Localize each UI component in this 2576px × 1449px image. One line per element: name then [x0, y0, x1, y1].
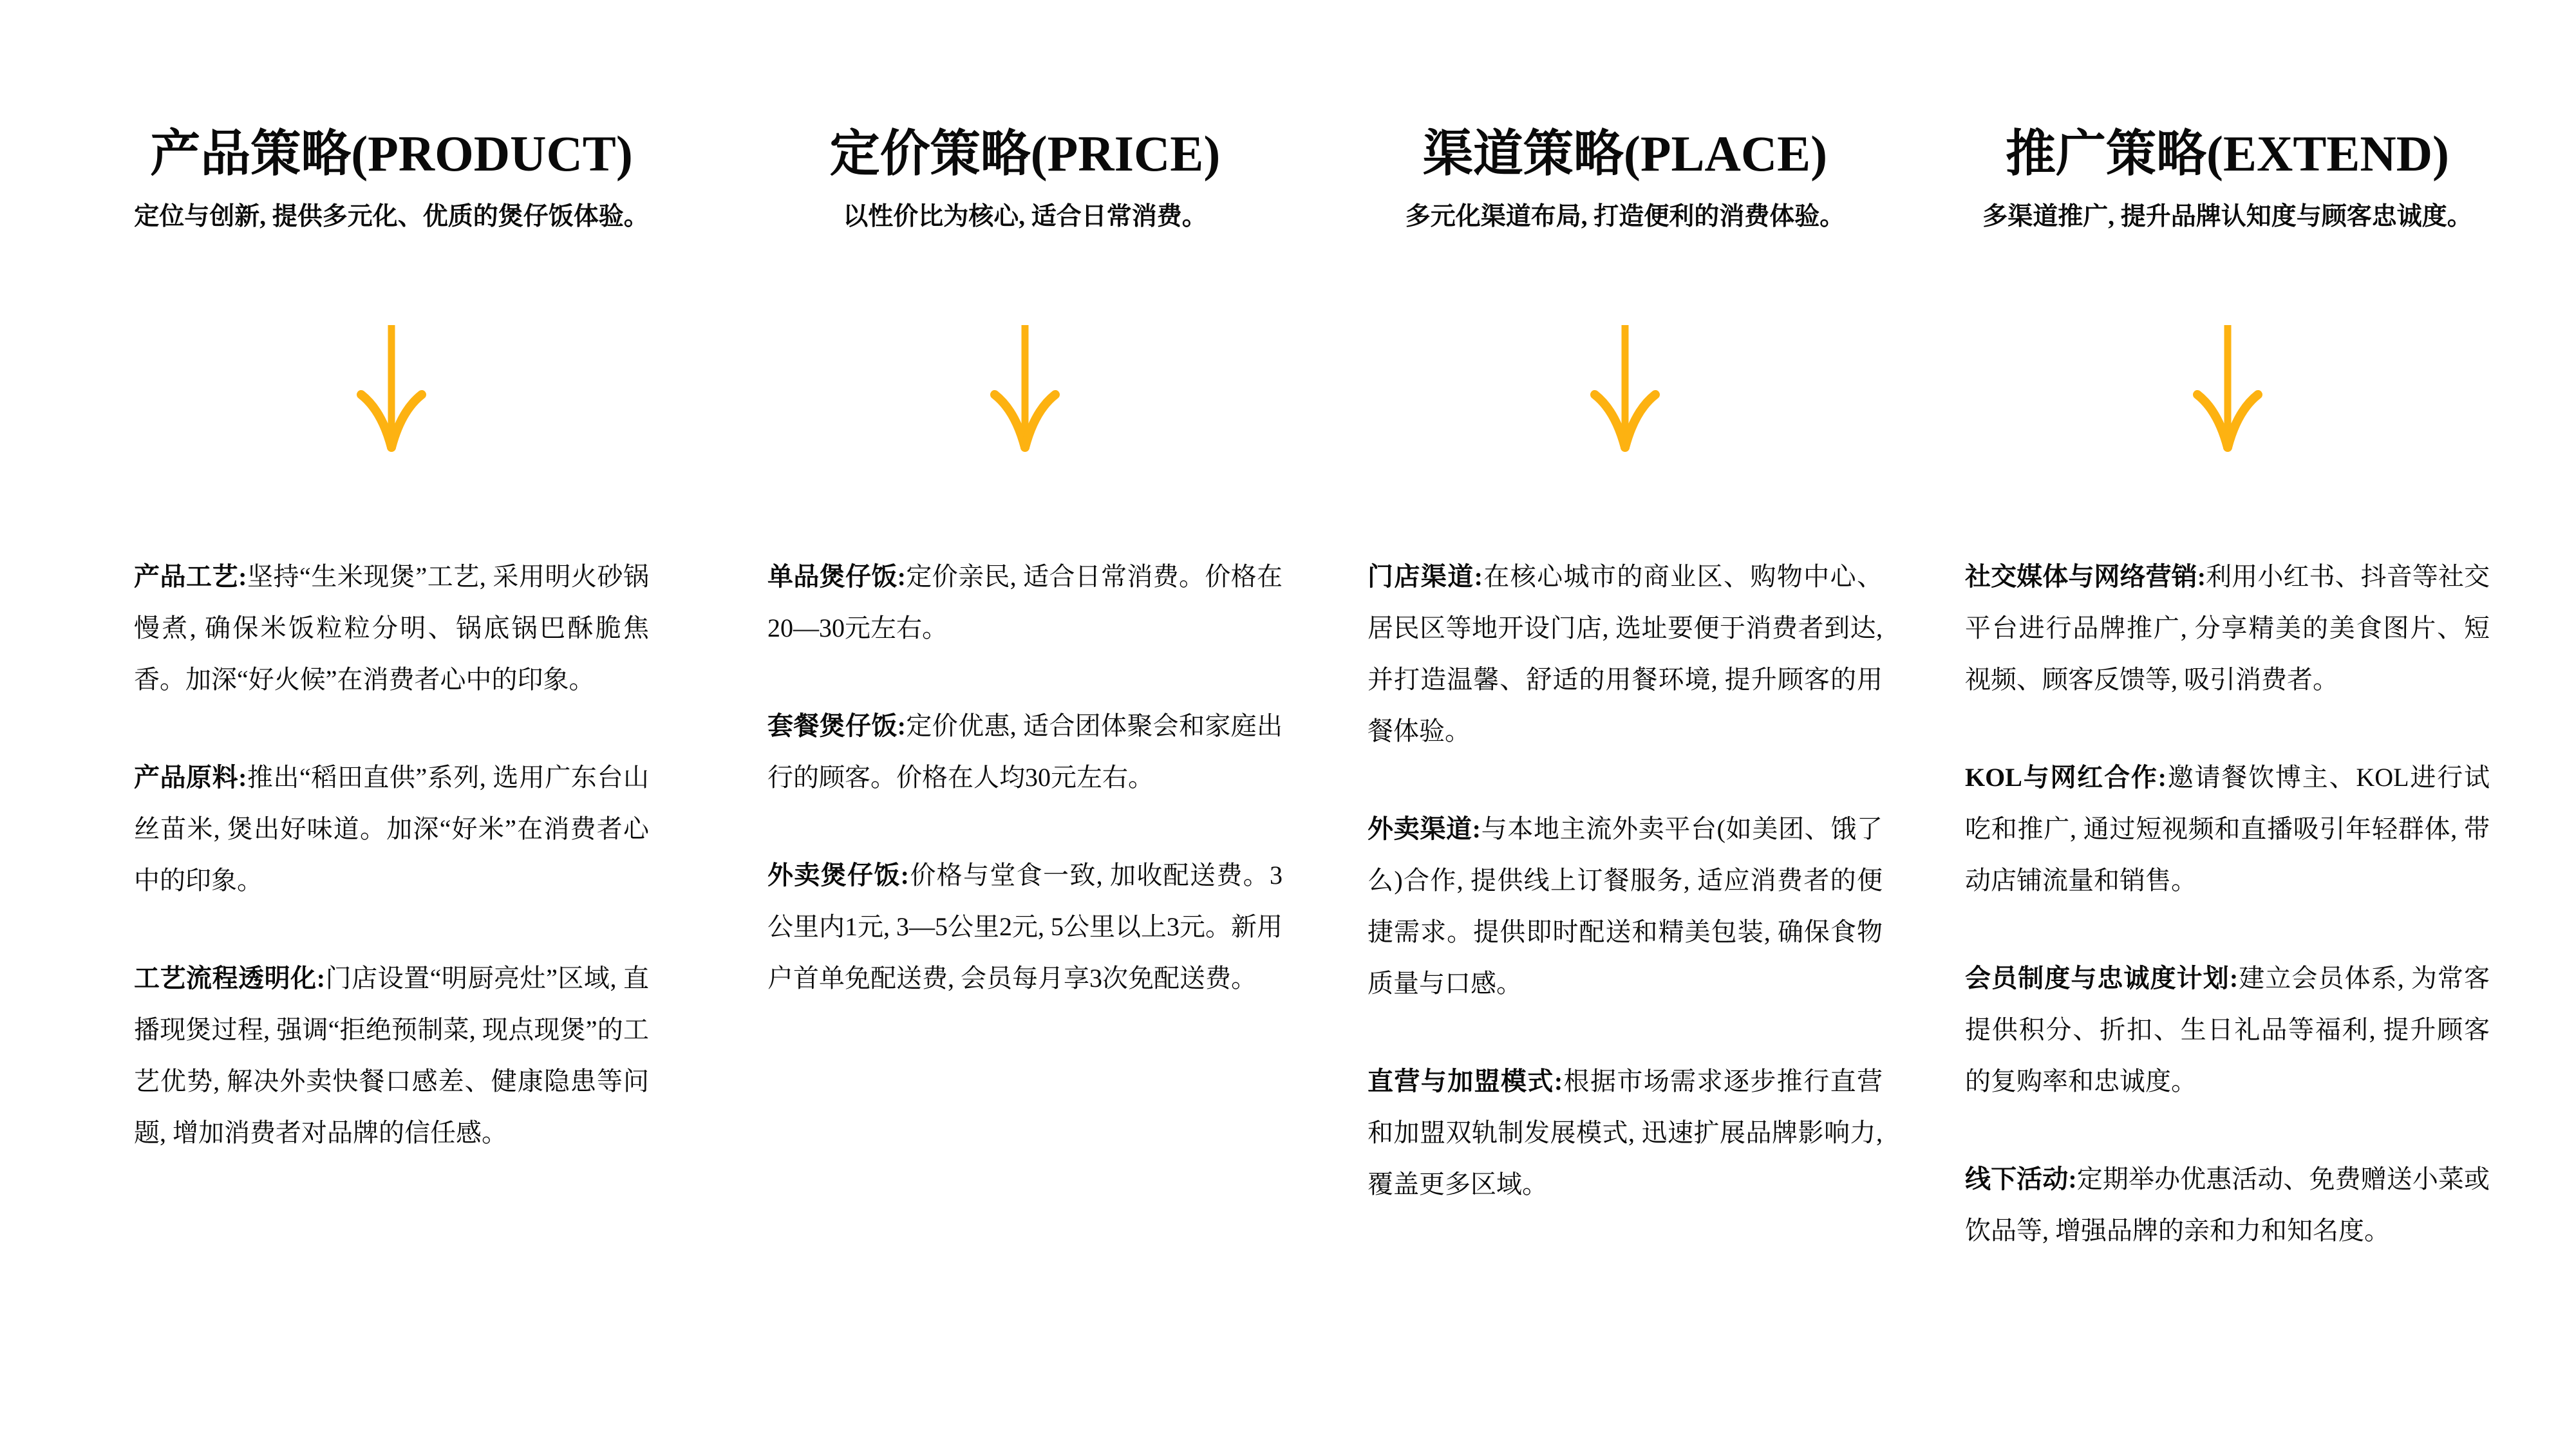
paragraph-text: 与本地主流外卖平台(如美团、饿了么)合作, 提供线上订餐服务, 适应消费者的便捷需求。提供即时配送和精美包装, 确保食物质量与口感。 [1368, 814, 1883, 998]
paragraph-lead: 外卖煲仔饭: [767, 860, 909, 890]
column-subtitle: 多渠道推广, 提升品牌认知度与顾客忠诚度。 [1982, 202, 2472, 230]
column-body [767, 551, 1283, 1004]
down-arrow-icon [1965, 324, 2490, 462]
paragraph-text: 定期举办优惠活动、免费赠送小菜或饮品等, 增强品牌的亲和力和知名度。 [1965, 1164, 2490, 1245]
paragraph-lead: 外卖渠道: [1368, 814, 1481, 843]
column-title: 产品策略(PRODUCT) [150, 126, 633, 182]
paragraph-lead: 套餐煲仔饭: [767, 711, 906, 740]
paragraph [767, 551, 1283, 654]
paragraph [1368, 1056, 1883, 1210]
column-title: 渠道策略(PLACE) [1422, 126, 1828, 182]
paragraph [767, 850, 1283, 1004]
column-subtitle: 定位与创新, 提供多元化、优质的煲仔饭体验。 [134, 202, 649, 230]
down-arrow-icon [1368, 324, 1883, 462]
paragraph-lead: 产品原料: [134, 762, 247, 792]
paragraph [1368, 803, 1883, 1009]
paragraph [1965, 752, 2490, 906]
paragraph [1965, 953, 2490, 1107]
paragraph-text: 邀请餐饮博主、KOL进行试吃和推广, 通过短视频和直播吸引年轻群体, 带动店铺流量和销售。 [1965, 762, 2490, 895]
paragraph-text: 定价优惠, 适合团体聚会和家庭出行的顾客。价格在人均30元左右。 [767, 711, 1283, 792]
column-body [1965, 551, 2490, 1257]
column-body [1368, 551, 1883, 1210]
down-arrow-icon [134, 324, 649, 462]
column-product [134, 127, 649, 1205]
paragraph-text: 价格与堂食一致, 加收配送费。3公里内1元, 3—5公里2元, 5公里以上3元。新用户首单免配送费, 会员每月享3次免配送费。 [767, 860, 1283, 993]
column-body [134, 551, 649, 1159]
paragraph [767, 700, 1283, 803]
paragraph [1965, 551, 2490, 706]
paragraph-text: 推出“稻田直供”系列, 选用广东台山丝苗米, 煲出好味道。加深“好米”在消费者心中的印象。 [134, 762, 649, 895]
down-arrow-icon [767, 324, 1283, 462]
column-title: 定价策略(PRICE) [829, 126, 1221, 182]
column-place [1368, 127, 1883, 1257]
down-arrow-icon [356, 324, 427, 462]
paragraph [134, 752, 649, 906]
paragraph-text: 坚持“生米现煲”工艺, 采用明火砂锅慢煮, 确保米饭粒粒分明、锅底锅巴酥脆焦香。加深“好火候”在消费者心中的印象。 [134, 561, 649, 694]
paragraph-text: 根据市场需求逐步推行直营和加盟双轨制发展模式, 迅速扩展品牌影响力, 覆盖更多区域。 [1368, 1066, 1883, 1199]
paragraph-text: 利用小红书、抖音等社交平台进行品牌推广, 分享精美的美食图片、短视频、顾客反馈等, 吸引消费者。 [1965, 561, 2490, 694]
paragraph-lead: 会员制度与忠诚度计划: [1965, 963, 2239, 993]
paragraph-text: 建立会员体系, 为常客提供积分、折扣、生日礼品等福利, 提升顾客的复购率和忠诚度。 [1965, 963, 2490, 1096]
paragraph-lead: 线下活动: [1965, 1164, 2077, 1193]
paragraph-lead: KOL与网红合作: [1965, 762, 2167, 792]
paragraph-lead: 直营与加盟模式: [1368, 1066, 1563, 1096]
paragraph [1965, 1154, 2490, 1257]
column-extend [1965, 127, 2490, 1303]
paragraph-lead: 社交媒体与网络营销: [1965, 561, 2206, 591]
column-title: 推广策略(EXTEND) [2005, 126, 2449, 182]
down-arrow-icon [990, 324, 1060, 462]
paragraph [1368, 551, 1883, 757]
paragraph [134, 953, 649, 1159]
paragraph-lead: 产品工艺: [134, 561, 247, 591]
column-price [767, 127, 1283, 1051]
paragraph-text: 定价亲民, 适合日常消费。价格在20—30元左右。 [767, 561, 1283, 642]
paragraph-lead: 工艺流程透明化: [134, 963, 326, 993]
column-subtitle: 多元化渠道布局, 打造便利的消费体验。 [1405, 202, 1845, 230]
paragraph-lead: 门店渠道: [1368, 561, 1483, 591]
down-arrow-icon [1590, 324, 1660, 462]
paragraph-text: 门店设置“明厨亮灶”区域, 直播现煲过程, 强调“拒绝预制菜, 现点现煲”的工艺优势, 解决外卖快餐口感差、健康隐患等问题, 增加消费者对品牌的信任感。 [134, 963, 649, 1147]
paragraph-lead: 单品煲仔饭: [767, 561, 906, 591]
paragraph [134, 551, 649, 706]
down-arrow-icon [2192, 324, 2263, 462]
column-subtitle: 以性价比为核心, 适合日常消费。 [843, 202, 1207, 230]
paragraph-text: 在核心城市的商业区、购物中心、居民区等地开设门店, 选址要便于消费者到达, 并打造温馨、舒适的用餐环境, 提升顾客的用餐体验。 [1368, 561, 1883, 745]
